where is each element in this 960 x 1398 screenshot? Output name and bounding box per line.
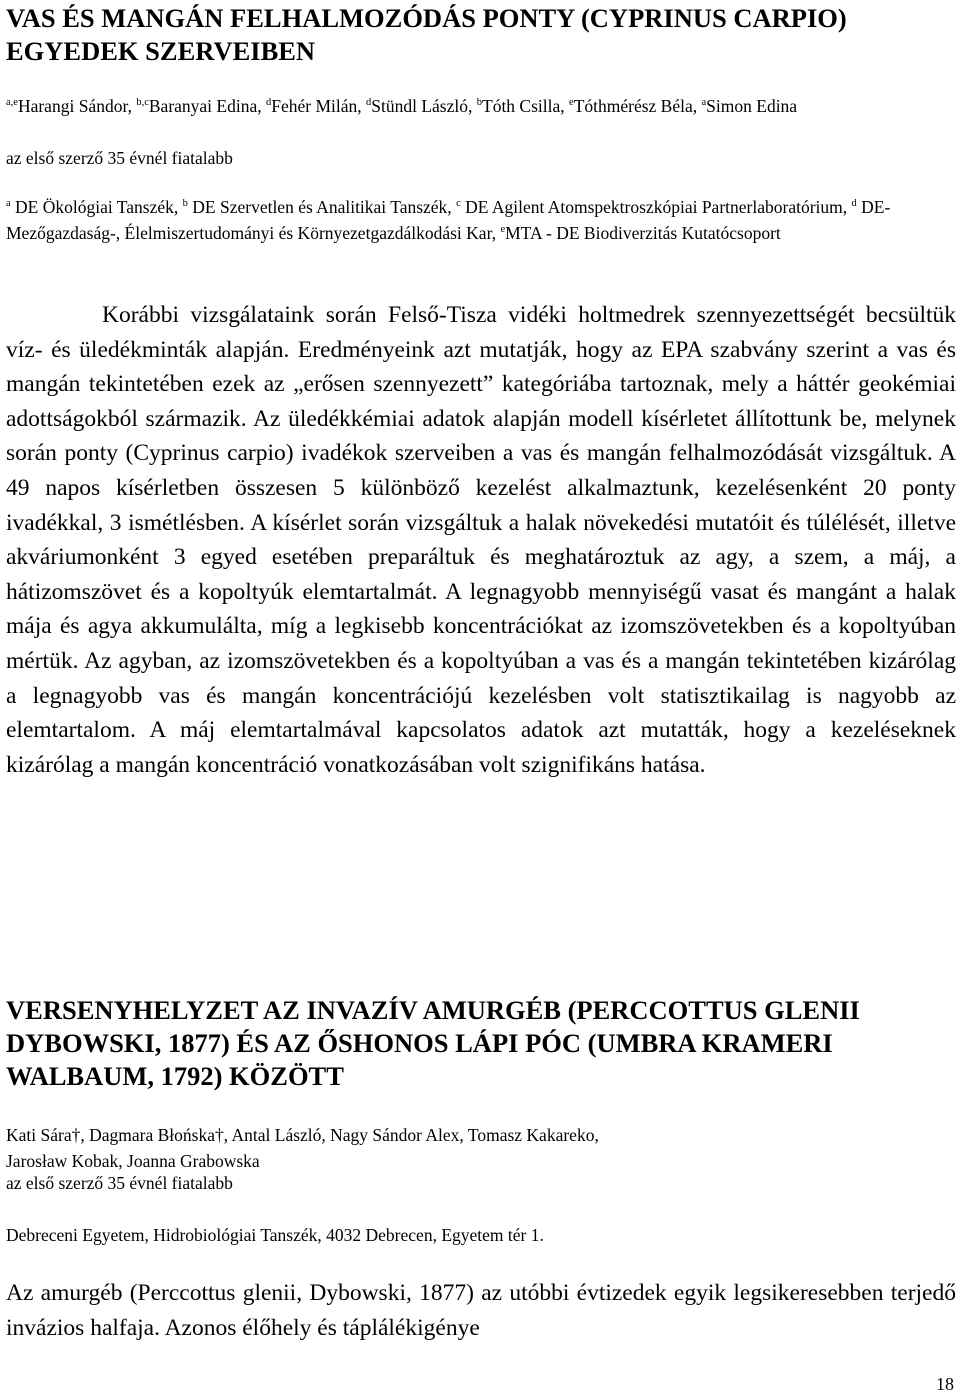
affiliation: $^e$MTA - DE Biodiverzitás Kutatócsoport (500, 223, 781, 243)
affiliation: $^d$ DE- Mezőgazdaság-, Élelmiszertudományi és Környezetgazdálkodási Kar, (6, 197, 891, 243)
article2-authors (6, 1122, 956, 1174)
article2-age-note: az első szerző 35 évnél fiatalabb (6, 1173, 233, 1193)
article2-abstract: Az amurgéb (Perccottus glenii, Dybowski, 1877) az utóbbi évtizedek egyik legsikeresebben terjedő invázios halfaja. Azonos élőhely és táplálékigénye (6, 1280, 956, 1341)
affiliation: $^c$ DE Agilent Atomspektroszkópiai Partnerlaboratórium, (456, 197, 852, 217)
article2-title: VERSENYHELYZET AZ INVAZÍV AMURGÉB (PERCCOTTUS GLENII DYBOWSKI, 1877) ÉS AZ ŐSHONOS LÁPI PÓC (UMBRA KRAMERI WALBAUM, 1792) KÖZÖTT (6, 995, 860, 1091)
author: $^{a,e}$Harangi Sándor, (6, 96, 137, 116)
page-number: 18 (936, 1374, 954, 1394)
author: $^d$Stündl László, (366, 96, 477, 116)
author: $^{b,c}$Baranyai Edina, (136, 96, 266, 116)
article1-affiliations (6, 194, 956, 246)
affiliation: $^a$ DE Ökológiai Tanszék, (6, 197, 183, 217)
article1-title: VAS ÉS MANGÁN FELHALMOZÓDÁS PONTY (CYPRINUS CARPIO) EGYEDEK SZERVEIBEN (6, 3, 847, 66)
article2-affiliation: Debreceni Egyetem, Hidrobiológiai Tanszék, 4032 Debrecen, Egyetem tér 1. (6, 1225, 544, 1245)
authors-line: Kati Sára†, Dagmara Błońska†, Antal László, Nagy Sándor Alex, Tomasz Kakareko, (6, 1125, 599, 1145)
author: $^e$Tóthmérész Béla, (569, 96, 702, 116)
author: $^d$Fehér Milán, (265, 96, 367, 116)
article1-abstract: Korábbi vizsgálataink során Felső-Tisza vidéki holtmedrek szennyezettségét becsültük víz- és üledékminták alapján. Eredményeink azt mutatják, hogy az EPA szabvány szerint a vas és mangán tekintetében ezek az „erősen szennyezett” kategóriába tartoznak, mely a háttér geokémiai adottságokból származik. Az üledékkémiai adatok alapján modell kísérletet állítottunk be, melynek során ponty (Cyprinus carpio) ivadékok szerveiben a vas és mangán felhalmozódását vizsgáltuk. A 49 napos kísérletben összesen 5 különböző kezelést alkalmaztunk, kezelésenként 20 ponty ivadékkal, 3 ismétlésben. A kísérlet során vizsgáltuk a halak növekedési mutatóit és túlélését, illetve akváriumonként 3 egyed esetében preparáltuk és meghatároztuk az agy, a szem, a máj, a hátizomszövet és a kopoltyúk elemtartalmát. A legnagyobb mennyiségű vasat és mangánt a halak mája és agya akkumulálta, míg a legkisebb koncentrációkat az izomszövetekben és a kopoltyúban mértük. Az agyban, az izomszövetekben és a kopoltyúban a vas és a mangán tekintetében kizárólag a legnagyobb vas és mangán koncentrációjú kezelésben volt statisztikailag is nagyobb az elemtartalom. A máj elemtartalmával kapcsolatos adatok azt mutatták, hogy a kezeléseknek kizárólag a mangán koncentráció vonatkozásában volt szignifikáns hatása. (6, 302, 956, 778)
article1-authors (6, 93, 956, 119)
affiliation: $^b$ DE Szervetlen és Analitikai Tanszék, (182, 197, 457, 217)
author: $^b$Tóth Csilla, (476, 96, 570, 116)
author: $^a$Simon Edina (701, 96, 798, 116)
authors-line: Jarosław Kobak, Joanna Grabowska (6, 1151, 260, 1171)
article1-age-note: az első szerző 35 évnél fiatalabb (6, 148, 233, 168)
